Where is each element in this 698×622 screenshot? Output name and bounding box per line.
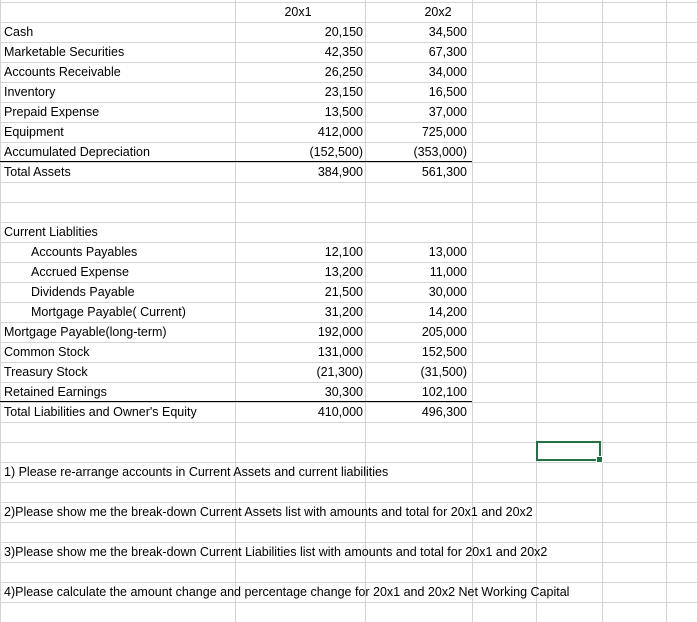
gridline-horizontal bbox=[0, 602, 698, 603]
liability-value-20x2[interactable]: 13,000 bbox=[428, 245, 467, 259]
total-liabilities-equity-label[interactable]: Total Liabilities and Owner's Equity bbox=[4, 405, 197, 419]
gridline-horizontal bbox=[0, 522, 698, 523]
fill-handle[interactable] bbox=[596, 456, 603, 463]
asset-value-20x2[interactable]: 37,000 bbox=[428, 105, 467, 119]
asset-value-20x2[interactable]: 67,300 bbox=[428, 45, 467, 59]
asset-value-20x2[interactable]: 16,500 bbox=[428, 85, 467, 99]
question-4[interactable]: 4)Please calculate the amount change and percentage change for 20x1 and 20x2 Net Working Capital bbox=[4, 585, 570, 599]
gridline-horizontal bbox=[0, 202, 698, 203]
gridline-horizontal bbox=[0, 422, 698, 423]
liability-label[interactable]: Accrued Expense bbox=[31, 265, 129, 279]
gridline-horizontal bbox=[0, 482, 698, 483]
gridline-vertical bbox=[602, 0, 603, 622]
total-liabilities-border bbox=[0, 401, 472, 402]
gridline-horizontal bbox=[0, 182, 698, 183]
gridline-horizontal bbox=[0, 222, 698, 223]
liability-value-20x1[interactable]: 21,500 bbox=[324, 285, 363, 299]
liability-value-20x1[interactable]: 13,200 bbox=[324, 265, 363, 279]
liability-value-20x2[interactable]: 30,000 bbox=[428, 285, 467, 299]
liability-value-20x2[interactable]: 205,000 bbox=[421, 325, 467, 339]
asset-label[interactable]: Prepaid Expense bbox=[4, 105, 100, 119]
asset-label[interactable]: Cash bbox=[4, 25, 34, 39]
asset-value-20x1[interactable]: (152,500) bbox=[309, 145, 363, 159]
equity-value-20x2[interactable]: 102,100 bbox=[421, 385, 467, 399]
asset-value-20x1[interactable]: 26,250 bbox=[324, 65, 363, 79]
asset-label[interactable]: Inventory bbox=[4, 85, 56, 99]
total-liabilities-equity-20x1[interactable]: 410,000 bbox=[317, 405, 363, 419]
column-header-20x2: 20x2 bbox=[424, 5, 452, 19]
total-assets-20x2[interactable]: 561,300 bbox=[421, 165, 467, 179]
asset-value-20x1[interactable]: 412,000 bbox=[317, 125, 363, 139]
equity-label[interactable]: Treasury Stock bbox=[4, 365, 88, 379]
total-assets-border bbox=[0, 161, 472, 162]
asset-label[interactable]: Equipment bbox=[4, 125, 64, 139]
liability-label[interactable]: Accounts Payables bbox=[31, 245, 138, 259]
total-assets-20x1[interactable]: 384,900 bbox=[317, 165, 363, 179]
asset-label[interactable]: Marketable Securities bbox=[4, 45, 125, 59]
liability-value-20x2[interactable]: 14,200 bbox=[428, 305, 467, 319]
liability-label[interactable]: Dividends Payable bbox=[31, 285, 135, 299]
liability-value-20x1[interactable]: 31,200 bbox=[324, 305, 363, 319]
equity-value-20x1[interactable]: (21,300) bbox=[316, 365, 363, 379]
liability-label[interactable]: Mortgage Payable(long-term) bbox=[4, 325, 167, 339]
gridline-vertical bbox=[472, 0, 473, 622]
gridline-vertical bbox=[536, 0, 537, 622]
gridline-horizontal bbox=[0, 562, 698, 563]
equity-label[interactable]: Common Stock bbox=[4, 345, 90, 359]
current-liabilities-heading[interactable]: Current Liablities bbox=[4, 225, 98, 239]
asset-value-20x1[interactable]: 42,350 bbox=[324, 45, 363, 59]
question-2[interactable]: 2)Please show me the break-down Current Assets list with amounts and total for 20x1 and 20x2 bbox=[4, 505, 533, 519]
asset-value-20x2[interactable]: 34,000 bbox=[428, 65, 467, 79]
equity-value-20x2[interactable]: 152,500 bbox=[421, 345, 467, 359]
total-liabilities-equity-20x2[interactable]: 496,300 bbox=[421, 405, 467, 419]
gridline-horizontal bbox=[0, 2, 698, 3]
liability-value-20x2[interactable]: 11,000 bbox=[429, 265, 467, 279]
question-3[interactable]: 3)Please show me the break-down Current Liabilities list with amounts and total for 20x1 and 20x2 bbox=[4, 545, 548, 559]
equity-value-20x2[interactable]: (31,500) bbox=[420, 365, 467, 379]
equity-value-20x1[interactable]: 131,000 bbox=[317, 345, 363, 359]
liability-value-20x1[interactable]: 12,100 bbox=[324, 245, 363, 259]
asset-value-20x1[interactable]: 23,150 bbox=[324, 85, 363, 99]
question-1[interactable]: 1) Please re-arrange accounts in Current Assets and current liabilities bbox=[4, 465, 389, 479]
equity-label[interactable]: Retained Earnings bbox=[4, 385, 107, 399]
gridline-vertical bbox=[666, 0, 667, 622]
column-header-20x1: 20x1 bbox=[284, 5, 312, 19]
asset-value-20x2[interactable]: 34,500 bbox=[428, 25, 467, 39]
active-cell-selection[interactable] bbox=[536, 441, 601, 461]
liability-label[interactable]: Mortgage Payable( Current) bbox=[31, 305, 186, 319]
asset-label[interactable]: Accounts Receivable bbox=[4, 65, 121, 79]
asset-value-20x2[interactable]: (353,000) bbox=[413, 145, 467, 159]
asset-label[interactable]: Accumulated Depreciation bbox=[4, 145, 150, 159]
liability-value-20x1[interactable]: 192,000 bbox=[317, 325, 363, 339]
gridline-vertical bbox=[0, 0, 1, 622]
equity-value-20x1[interactable]: 30,300 bbox=[324, 385, 363, 399]
asset-value-20x1[interactable]: 13,500 bbox=[324, 105, 363, 119]
total-assets-label[interactable]: Total Assets bbox=[4, 165, 71, 179]
asset-value-20x2[interactable]: 725,000 bbox=[421, 125, 467, 139]
asset-value-20x1[interactable]: 20,150 bbox=[324, 25, 363, 39]
